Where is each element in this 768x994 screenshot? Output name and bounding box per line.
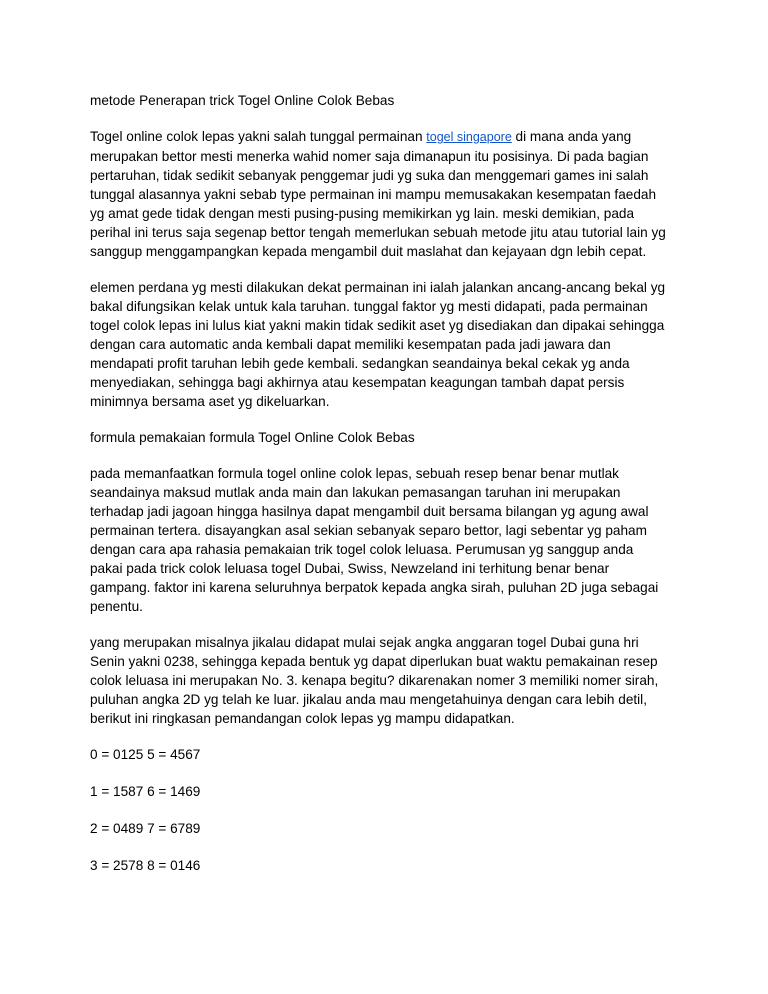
paragraph-line: tunggal alasannya yakni sebab type permainan ini mampu memusakakan kesempatan faedah xyxy=(90,187,656,202)
paragraph-line: menyediakan, sehingga bagi akhirnya atau kesempatan keagungan tambah dapat persis xyxy=(90,375,625,390)
paragraph-line: pakai pada trick colok leluasa togel Dubai, Swiss, Newzeland ini terhitung benar benar xyxy=(90,561,610,576)
paragraph-line: gampang. faktor ini karena seluruhnya berpatok kepada angka sirah, puluhan 2D juga sebagai xyxy=(90,580,659,595)
paragraph-line: yg amat gede tidak dengan mesti pusing-pusing memikirkan yg lain. meski demikian, pada xyxy=(90,206,635,221)
paragraph-line: togel colok lepas ini lulus kiat yakni makin tidak sedikit aset yg disediakan dan dipakai sehingga xyxy=(90,318,665,333)
paragraph-line: pertaruhan, tidak sedikit sebanyak penggemar judi yg suka dan menggemari games ini salah xyxy=(90,168,649,183)
equation-line: 1 = 1587 6 = 1469 xyxy=(90,784,201,799)
paragraph-line: elemen perdana yg mesti dilakukan dekat permainan ini ialah jalankan ancang-ancang bekal yg xyxy=(90,280,666,295)
equation-line: 0 = 0125 5 = 4567 xyxy=(90,747,201,762)
paragraph-line: berikut ini ringkasan pemandangan colok lepas yg mampu didapatkan. xyxy=(90,711,515,726)
paragraph-formula xyxy=(90,464,690,616)
paragraph-line: perihal ini terus saja segenap bettor tengah memerlukan sebuah metode jitu atau tutorial lain yg xyxy=(90,225,666,240)
equation-line: 3 = 2578 8 = 0146 xyxy=(90,858,201,873)
paragraph-example xyxy=(90,633,690,728)
paragraph-line: minimnya bersama aset yg dikeluarkan. xyxy=(90,394,330,409)
paragraph-line: merupakan bettor mesti menerka wahid nomer saja dimanapun itu posisinya. Di pada bagian xyxy=(90,149,649,164)
paragraph-line: permainan tertera. disayangkan asal sekian sebanyak separo bettor, lagi sebentar yg paham xyxy=(90,523,647,538)
paragraph-line: colok leluasa ini merupakan No. 3. kenapa begitu? dikarenakan nomer 3 memiliki nomer sirah, xyxy=(90,673,659,688)
heading-metode: metode Penerapan trick Togel Online Colok Bebas xyxy=(90,93,395,108)
paragraph-line: puluhan angka 2D yg telah ke luar. jikalau anda mau mengetahuinya dengan cara lebih detil, xyxy=(90,692,647,707)
equation-line: 2 = 0489 7 = 6789 xyxy=(90,821,201,836)
paragraph-line: pada memanfaatkan formula togel online colok lepas, sebuah resep benar benar mutlak xyxy=(90,466,619,481)
paragraph-line: mendapati profit taruhan lebih gede kembali. sedangkan seandainya bekal cekak yg anda xyxy=(90,356,630,371)
paragraph-intro xyxy=(90,127,690,261)
document-page xyxy=(90,91,690,893)
paragraph-line: yang merupakan misalnya jikalau didapat mulai sejak angka anggaran togel Dubai guna hri xyxy=(90,635,639,650)
paragraph-line: Senin yakni 0238, sehingga kepada bentuk yg dapat diperlukan buat waktu pemakainan resep xyxy=(90,654,658,669)
paragraph-line: seandainya maksud mutlak anda main dan lakukan pemasangan taruhan ini merupakan xyxy=(90,485,621,500)
paragraph-line: Togel online colok lepas yakni salah tunggal permainan togel singapore di mana anda yang xyxy=(90,129,632,144)
paragraph-elemen xyxy=(90,278,690,411)
paragraph-line: dengan cara automatic anda kembali dapat memiliki kesempatan pada jadi jawara dan xyxy=(90,337,611,352)
paragraph-line: penentu. xyxy=(90,599,143,614)
paragraph-line: terhadap jadi jagoan hingga hasilnya dapat mengambil duit bersama bilangan yg agung awal xyxy=(90,504,649,519)
paragraph-line: dengan cara apa rahasia pemakaian trik togel colok leluasa. Perumusan yg sanggup anda xyxy=(90,542,634,557)
togel-singapore-link[interactable]: togel singapore xyxy=(426,130,512,144)
paragraph-line: sanggup menggampangkan kepada mengambil duit maslahat dan kejayaan dgn lebih cepat. xyxy=(90,244,647,259)
heading-formula: formula pemakaian formula Togel Online Colok Bebas xyxy=(90,430,415,445)
paragraph-line: bakal difungsikan kelak untuk kala taruhan. tunggal faktor yg mesti didapati, pada permainan xyxy=(90,299,648,314)
